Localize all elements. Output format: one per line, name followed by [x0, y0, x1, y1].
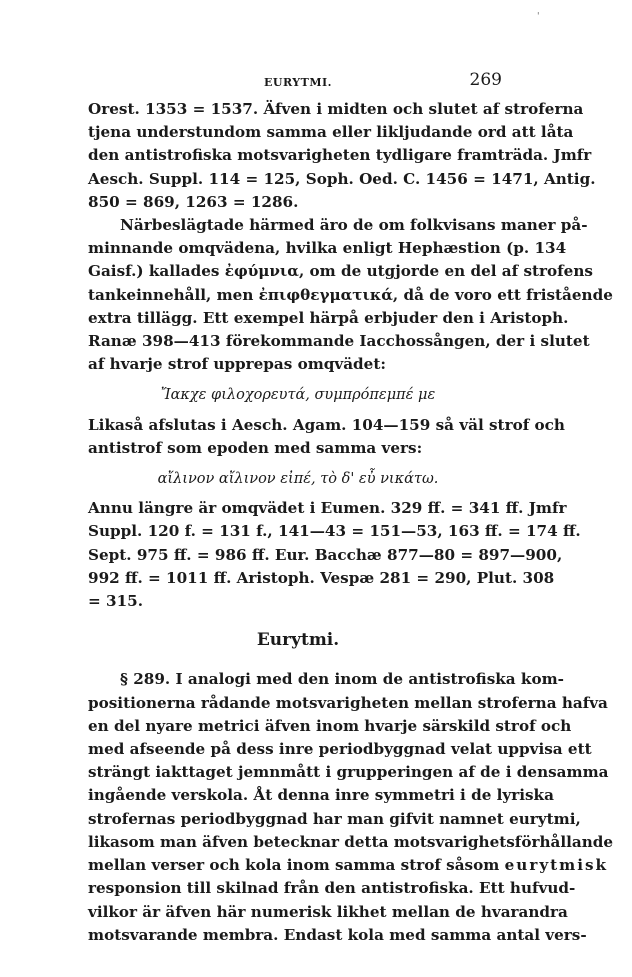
- paragraph-1: [88, 98, 596, 214]
- body-text: [88, 98, 614, 947]
- paragraph-4: [88, 497, 581, 613]
- text-line: Sept. 975 ff. = 986 ff. Eur. Bacchæ 877—80 = 897—900,: [88, 545, 563, 564]
- text-line: en del nyare metrici äfven inom hvarje särskild strof och: [88, 716, 572, 735]
- text-line: af hvarje strof upprepas omqvädet:: [88, 355, 386, 374]
- paragraph-5: [88, 668, 614, 946]
- running-head: EURYTMI.: [264, 76, 332, 89]
- text-line: ingående verskola. Åt denna inre symmetri i de lyriska: [88, 786, 554, 805]
- text-line: strängt iakttaget jemnmått i grupperingen af de i densamma: [88, 763, 609, 782]
- text-line: antistrof som epoden med samma vers:: [88, 438, 423, 457]
- text-line: strofernas periodbyggnad har man gifvit namnet eurytmi,: [88, 809, 581, 828]
- text-line: = 315.: [88, 592, 144, 611]
- text-line: Närbeslägtade härmed äro de om folkvisans maner på-: [120, 216, 588, 235]
- text-line: Orest. 1353 = 1537. Äfven i midten och slutet af stroferna: [88, 100, 584, 118]
- text-line: motsvarande membra. Endast kola med samma antal vers-: [88, 925, 587, 944]
- text-line: 992 ff. = 1011 ff. Aristoph. Vespæ 281 = 290, Plut. 308: [88, 568, 555, 587]
- section-title: Eurytmi.: [256, 630, 340, 651]
- greek-verse-1: Ἴακχε φιλοχορευτά, συμπρόπεμπέ με: [160, 387, 436, 404]
- text-line: Aesch. Suppl. 114 = 125, Soph. Oed. C. 1456 = 1471, Antig.: [88, 169, 596, 188]
- text-line: tjena understundom samma eller likljudande ord att låta: [88, 123, 574, 142]
- text-line: [88, 854, 609, 877]
- text-line: Ranæ 398—413 förekommande Iacchossången, der i slutet: [88, 332, 590, 351]
- text-line: Suppl. 120 f. = 131 f., 141—43 = 151—53, 163 ff. = 174 ff.: [88, 522, 581, 541]
- text-line: den antistrofiska motsvarigheten tydligare framträda. Jmfr: [88, 146, 592, 165]
- text-line: tankeinnehåll, men ἐπιφθεγματικά, då de voro ett fristående: [88, 285, 613, 304]
- text-line: Gaisf.) kallades ἐφύμνια, om de utgjorde en del af strofens: [88, 262, 593, 281]
- text-line: positionerna rådande motsvarigheten mellan stroferna hafva: [88, 693, 608, 712]
- text-line: Likaså afslutas i Aesch. Agam. 104—159 så väl strof och: [88, 415, 565, 434]
- text-line: likasom man äfven betecknar detta motsvarighetsförhållande: [88, 832, 614, 851]
- text-line: vilkor är äfven här numerisk likhet mellan de hvarandra: [88, 902, 568, 921]
- spaced-term: eurytmisk: [504, 856, 609, 875]
- corner-mark: ': [537, 12, 540, 22]
- page-number: 269: [469, 70, 502, 90]
- text-line: med afseende på dess inre periodbyggnad velat uppvisa ett: [88, 740, 592, 759]
- paragraph-2: [88, 214, 613, 376]
- text-line: extra tillägg. Ett exempel härpå erbjuder den i Aristoph.: [88, 308, 569, 327]
- text-fragment: mellan verser och kola inom samma strof såsom: [88, 856, 500, 875]
- text-line: responsion till skilnad från den antistrofiska. Ett hufvud-: [88, 879, 576, 898]
- page-header: [88, 70, 508, 94]
- text-line: § 289. I analogi med den inom de antistrofiska kom-: [120, 670, 564, 689]
- greek-verse-2: αἴλινον αἴλινον εἰπέ, τὸ δ' εὖ νικάτω.: [157, 471, 439, 488]
- text-line: minnande omqvädena, hvilka enligt Hephæstion (p. 134: [88, 239, 567, 258]
- paragraph-3: [88, 414, 565, 460]
- text-line: 850 = 869, 1263 = 1286.: [88, 192, 299, 211]
- text-line: Annu längre är omqvädet i Eumen. 329 ff. = 341 ff. Jmfr: [88, 499, 567, 518]
